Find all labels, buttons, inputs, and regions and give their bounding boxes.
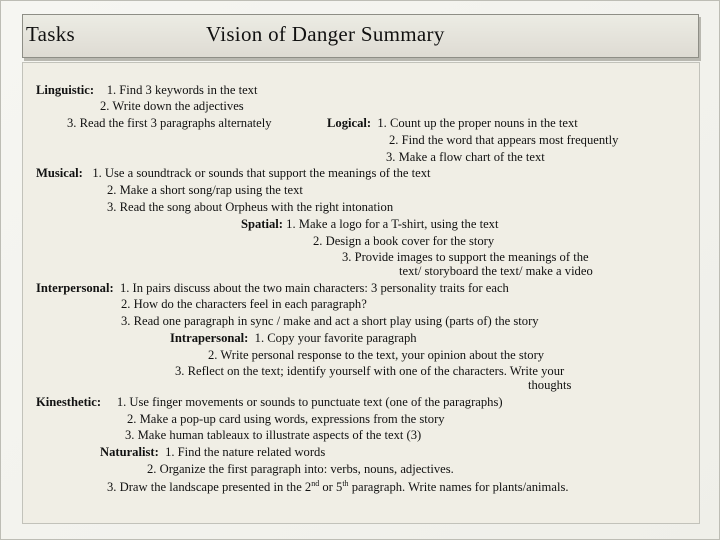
intrapersonal-item-2: 2. Write personal response to the text, your opinion about the story <box>208 348 545 362</box>
naturalist-label: Naturalist: <box>100 445 159 459</box>
superscript-nd: nd <box>311 478 320 488</box>
logical-item-3: 3. Make a flow chart of the text <box>386 150 545 164</box>
interpersonal-item-2: 2. How do the characters feel in each paragraph? <box>121 297 367 311</box>
naturalist-item-1: 1. Find the nature related words <box>165 445 326 459</box>
interpersonal-row-1 <box>36 281 509 295</box>
naturalist-item-2: 2. Organize the first paragraph into: verbs, nouns, adjectives. <box>147 462 454 476</box>
musical-label: Musical: <box>36 166 83 180</box>
spatial-label: Spatial: <box>241 217 283 231</box>
musical-item-3: 3. Read the song about Orpheus with the right intonation <box>107 200 394 214</box>
kinesthetic-item-2: 2. Make a pop-up card using words, expressions from the story <box>127 412 445 426</box>
interpersonal-item-1: 1. In pairs discuss about the two main characters: 3 personality traits for each <box>119 281 509 295</box>
linguistic-item-2: 2. Write down the adjectives <box>100 99 244 113</box>
intrapersonal-item-3-cont: thoughts <box>528 378 572 392</box>
kinesthetic-item-1: 1. Use finger movements or sounds to punctuate text (one of the paragraphs) <box>116 395 503 409</box>
naturalist-item-3-part-c: paragraph. Write names for plants/animals. <box>348 480 569 494</box>
linguistic-label: Linguistic: <box>36 83 95 97</box>
spatial-item-1: 1. Make a logo for a T-shirt, using the text <box>286 217 499 231</box>
spatial-item-3: 3. Provide images to support the meanings of the <box>342 250 589 264</box>
logical-item-1: 1. Count up the proper nouns in the text <box>377 116 578 130</box>
intrapersonal-label: Intrapersonal: <box>170 331 249 345</box>
interpersonal-label: Interpersonal: <box>36 281 114 295</box>
musical-row-1 <box>36 166 431 180</box>
kinesthetic-row-1 <box>36 395 503 409</box>
tasks-heading: Tasks <box>26 22 76 46</box>
intrapersonal-item-3: 3. Reflect on the text; identify yourself with one of the characters. Write your <box>175 364 565 378</box>
intrapersonal-item-1: 1. Copy your favorite paragraph <box>254 331 417 345</box>
spatial-item-3-cont: text/ storyboard the text/ make a video <box>399 264 593 278</box>
naturalist-item-3 <box>107 480 569 494</box>
logical-label: Logical: <box>327 116 372 130</box>
kinesthetic-label: Kinesthetic: <box>36 395 102 409</box>
linguistic-item-3: 3. Read the first 3 paragraphs alternately <box>67 116 272 130</box>
musical-item-1: 1. Use a soundtrack or sounds that support the meanings of the text <box>92 166 431 180</box>
slide-title: Vision of Danger Summary <box>206 22 445 46</box>
logical-row-1 <box>327 116 578 130</box>
naturalist-row-1 <box>100 445 325 459</box>
kinesthetic-item-3: 3. Make human tableaux to illustrate aspects of the text (3) <box>125 428 422 442</box>
spatial-row-1 <box>241 217 498 231</box>
logical-item-2: 2. Find the word that appears most frequently <box>389 133 619 147</box>
superscript-th: th <box>342 478 349 488</box>
naturalist-item-3-part-a: 3. Draw the landscape presented in the 2 <box>107 480 312 494</box>
spatial-item-2: 2. Design a book cover for the story <box>313 234 495 248</box>
naturalist-item-3-part-b: or 5 <box>319 480 343 494</box>
musical-item-2: 2. Make a short song/rap using the text <box>107 183 303 197</box>
intrapersonal-row-1 <box>170 331 417 345</box>
interpersonal-item-3: 3. Read one paragraph in sync / make and act a short play using (parts of) the story <box>121 314 539 328</box>
linguistic-item-1: 1. Find 3 keywords in the text <box>106 83 258 97</box>
linguistic-row-1 <box>36 83 257 97</box>
